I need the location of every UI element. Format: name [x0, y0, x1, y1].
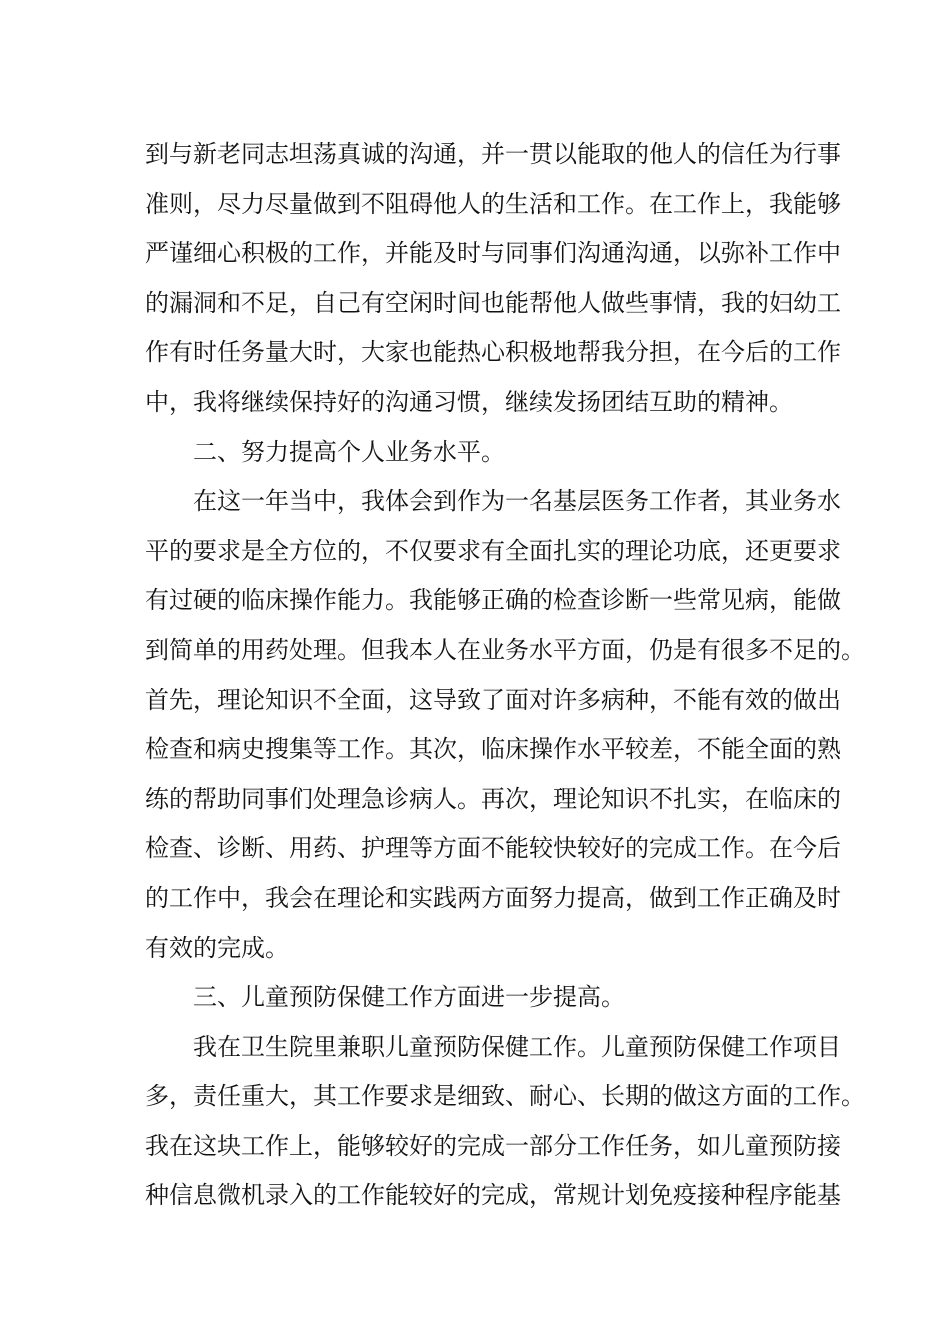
- body-text: [145, 130, 865, 1221]
- section-heading: 三、儿童预防保健工作方面进一步提高。: [193, 983, 625, 1012]
- text-line: 的工作中，我会在理论和实践两方面努力提高，做到工作正确及时: [145, 883, 841, 912]
- section-heading: 二、努力提高个人业务水平。: [193, 437, 505, 466]
- text-line: 严谨细心积极的工作，并能及时与同事们沟通沟通，以弥补工作中: [145, 239, 841, 268]
- text-line: 平的要求是全方位的，不仅要求有全面扎实的理论功底，还更要求: [145, 536, 841, 565]
- text-line: 我在卫生院里兼职儿童预防保健工作。儿童预防保健工作项目: [193, 1032, 841, 1061]
- text-line: 检查和病史搜集等工作。其次，临床操作水平较差，不能全面的熟: [145, 735, 841, 764]
- text-line: 有过硬的临床操作能力。我能够正确的检查诊断一些常见病，能做: [145, 586, 841, 615]
- text-line: 我在这块工作上，能够较好的完成一部分工作任务，如儿童预防接: [145, 1131, 841, 1160]
- text-line: 练的帮助同事们处理急诊病人。再次，理论知识不扎实，在临床的: [145, 784, 841, 813]
- text-line: 多，责任重大，其工作要求是细致、耐心、长期的做这方面的工作。: [145, 1082, 865, 1111]
- text-line: 准则，尽力尽量做到不阻碍他人的生活和工作。在工作上，我能够: [145, 189, 841, 218]
- text-line: 到简单的用药处理。但我本人在业务水平方面，仍是有很多不足的。: [145, 635, 865, 664]
- text-line: 种信息微机录入的工作能较好的完成，常规计划免疫接种程序能基: [145, 1181, 841, 1210]
- text-line: 到与新老同志坦荡真诚的沟通，并一贯以能取的他人的信任为行事: [145, 140, 841, 168]
- text-line: 的漏洞和不足，自己有空闲时间也能帮他人做些事情，我的妇幼工: [145, 288, 841, 317]
- text-line: 作有时任务量大时，大家也能热心积极地帮我分担，在今后的工作: [145, 338, 841, 367]
- text-line: 检查、诊断、用药、护理等方面不能较快较好的完成工作。在今后: [145, 834, 841, 863]
- text-line: 中，我将继续保持好的沟通习惯，继续发扬团结互助的精神。: [145, 387, 793, 416]
- text-line: 在这一年当中，我体会到作为一名基层医务工作者，其业务水: [193, 487, 841, 516]
- text-line: 首先，理论知识不全面，这导致了面对许多病种，不能有效的做出: [145, 685, 841, 714]
- text-line: 有效的完成。: [145, 933, 289, 962]
